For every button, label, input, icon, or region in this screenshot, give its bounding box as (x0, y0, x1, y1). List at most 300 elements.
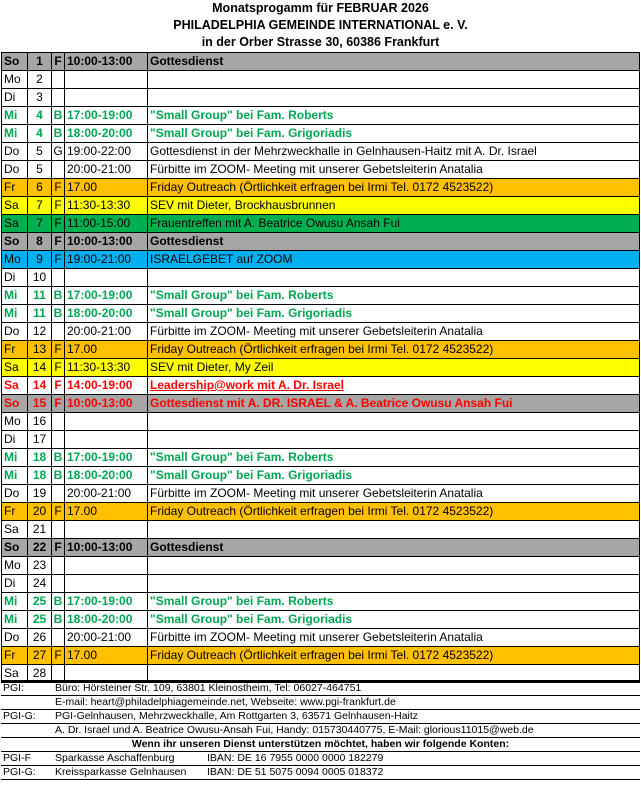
row-time (65, 539, 148, 557)
row-event (148, 53, 640, 71)
row-event-text: Friday Outreach (Örtlichkeit erfragen bei Irmi Tel. 0172 4523522) (150, 342, 494, 356)
calendar-row (2, 323, 640, 341)
row-day (2, 89, 28, 107)
row-time-text: 11:00-15:00 (67, 216, 131, 230)
row-date-text: 9 (36, 252, 43, 266)
row-time (65, 125, 148, 143)
calendar-row (2, 89, 640, 107)
footer-pgi-email: E-mail: heart@philadelphiagemeinde.net, Webseite: www.pgi-frankfurt.de (55, 696, 396, 708)
row-time-text: 19:00-21:00 (67, 252, 132, 266)
calendar-row (2, 233, 640, 251)
row-day (2, 269, 28, 287)
row-day (2, 485, 28, 503)
row-date (28, 179, 52, 197)
footer-bank-pgif-iban: IBAN: DE 16 7955 0000 0000 182279 (207, 752, 384, 764)
row-time-text: 10:00-13:00 (67, 54, 133, 68)
row-time (65, 467, 148, 485)
row-event-text: Gottesdienst in der Mehrzweckhalle in Gelnhausen-Haitz mit A. Dr. Israel (150, 144, 537, 158)
calendar-row (2, 53, 640, 71)
calendar-row (2, 575, 640, 593)
row-event (148, 503, 640, 521)
row-day (2, 251, 28, 269)
row-time (65, 215, 148, 233)
row-date-text: 4 (36, 108, 43, 122)
row-event-text: Fürbitte im ZOOM- Meeting mit unserer Gebetsleiterin Anatalia (150, 630, 483, 644)
row-event-text: Gottesdienst (150, 54, 224, 68)
calendar-row (2, 215, 640, 233)
row-time-text: 20:00-21:00 (67, 486, 132, 500)
row-event-text: SEV mit Dieter, My Zeil (150, 360, 274, 374)
footer-pgig (1, 710, 640, 724)
row-location-code-text: B (53, 612, 63, 626)
row-event (148, 323, 640, 341)
row-date (28, 287, 52, 305)
row-date (28, 125, 52, 143)
row-time (65, 521, 148, 539)
row-event-text: Gottesdienst (150, 234, 224, 248)
row-time (65, 251, 148, 269)
row-time (65, 107, 148, 125)
row-day (2, 629, 28, 647)
row-event-text: Friday Outreach (Örtlichkeit erfragen bei Irmi Tel. 0172 4523522) (150, 648, 494, 662)
row-day (2, 53, 28, 71)
row-date-text: 4 (36, 126, 43, 140)
row-day-text: Di (4, 576, 16, 590)
row-location-code (52, 521, 65, 539)
row-date (28, 413, 52, 431)
row-time (65, 269, 148, 287)
row-day-text: Mo (4, 414, 21, 428)
row-event-text: "Small Group" bei Fam. Grigoriadis (150, 306, 353, 320)
row-location-code (52, 413, 65, 431)
header-org: PHILADELPHIA GEMEINDE INTERNATIONAL e. V. (173, 18, 468, 32)
row-time (65, 629, 148, 647)
row-time (65, 179, 148, 197)
row-day (2, 233, 28, 251)
row-date-text: 21 (32, 522, 47, 536)
row-day (2, 431, 28, 449)
row-date (28, 593, 52, 611)
header-address: in der Orber Strasse 30, 60386 Frankfurt (201, 35, 440, 49)
row-time (65, 323, 148, 341)
row-date-text: 20 (32, 504, 47, 518)
row-location-code-text: F (54, 198, 62, 212)
row-date (28, 197, 52, 215)
row-location-code-text: F (54, 396, 62, 410)
row-date (28, 611, 52, 629)
row-location-code (52, 503, 65, 521)
row-day-text: Mi (4, 306, 18, 320)
calendar-row (2, 557, 640, 575)
row-day-text: Mo (4, 72, 21, 86)
row-location-code (52, 251, 65, 269)
row-day (2, 125, 28, 143)
row-location-code-text: F (54, 216, 62, 230)
calendar-row (2, 503, 640, 521)
row-day-text: Mi (4, 594, 18, 608)
row-day-text: Sa (4, 216, 19, 230)
row-location-code (52, 161, 65, 179)
row-location-code (52, 323, 65, 341)
row-day-text: So (4, 54, 20, 68)
row-time-text: 10:00-13:00 (67, 234, 133, 248)
row-event-text: "Small Group" bei Fam. Roberts (150, 288, 334, 302)
row-date (28, 539, 52, 557)
header-title: Monatsprogamm für FEBRUAR 2026 (212, 1, 429, 15)
calendar-row (2, 305, 640, 323)
row-date (28, 305, 52, 323)
row-date-text: 6 (36, 180, 43, 194)
footer-pgi-label: PGI: (3, 682, 25, 694)
row-event (148, 215, 640, 233)
row-location-code (52, 629, 65, 647)
row-location-code-text: B (53, 468, 63, 482)
row-event-text: Fürbitte im ZOOM- Meeting mit unserer Gebetsleiterin Anatalia (150, 486, 483, 500)
row-date-text: 11 (33, 306, 46, 320)
footer-pgi-office: Büro: Hörsteiner Str. 109, 63801 Kleinostheim, Tel: 06027-464751 (55, 682, 362, 694)
row-time-text: 11:30-13:30 (67, 198, 131, 212)
row-time-text: 17:00-19:00 (67, 288, 133, 302)
row-day-text: Fr (4, 180, 16, 194)
row-date (28, 143, 52, 161)
row-location-code-text: F (54, 342, 62, 356)
calendar-row (2, 161, 640, 179)
row-day (2, 413, 28, 431)
calendar-row (2, 341, 640, 359)
row-time (65, 431, 148, 449)
row-date-text: 7 (36, 198, 43, 212)
row-event-text: Gottesdienst mit A. DR. ISRAEL & A. Beatrice Owusu Ansah Fui (150, 396, 513, 410)
row-event (148, 629, 640, 647)
row-date-text: 19 (32, 486, 47, 500)
row-event (148, 647, 640, 665)
row-location-code-text: F (54, 54, 62, 68)
calendar-row (2, 269, 640, 287)
footer-support (1, 738, 640, 752)
row-date (28, 53, 52, 71)
row-event-text: Leadership@work mit A. Dr. Israel (150, 378, 344, 392)
row-event (148, 197, 640, 215)
row-time (65, 305, 148, 323)
calendar-row (2, 431, 640, 449)
row-time (65, 143, 148, 161)
row-day-text: Mi (4, 612, 18, 626)
row-time (65, 233, 148, 251)
calendar-row (2, 143, 640, 161)
row-time-text: 11:30-13:30 (67, 360, 131, 374)
footer-bank-pgif-label: PGI-F (3, 752, 31, 764)
row-time-text: 17.00 (67, 648, 98, 662)
row-event-text: Fürbitte im ZOOM- Meeting mit unserer Gebetsleiterin Anatalia (150, 324, 483, 338)
calendar-row (2, 359, 640, 377)
row-date (28, 359, 52, 377)
row-event (148, 377, 640, 395)
row-time-text: 18:00-20:00 (67, 126, 133, 140)
footer-pgig-contact (1, 724, 640, 738)
row-date (28, 215, 52, 233)
row-day (2, 503, 28, 521)
row-date-text: 8 (36, 234, 43, 248)
row-event (148, 539, 640, 557)
row-day (2, 449, 28, 467)
row-time-text: 10:00-13:00 (67, 396, 133, 410)
row-day-text: Mi (4, 288, 18, 302)
row-time-text: 18:00-20:00 (67, 468, 133, 482)
row-day-text: Fr (4, 342, 16, 356)
row-date-text: 10 (32, 270, 47, 284)
row-date-text: 18 (32, 468, 47, 482)
row-date (28, 323, 52, 341)
row-date-text: 25 (32, 594, 47, 608)
row-location-code (52, 125, 65, 143)
row-time-text: 20:00-21:00 (67, 630, 132, 644)
row-time-text: 14:00-19:00 (67, 378, 133, 392)
row-event (148, 143, 640, 161)
row-location-code-text: B (53, 594, 63, 608)
row-day-text: Do (4, 486, 20, 500)
calendar-row (2, 251, 640, 269)
row-date (28, 557, 52, 575)
row-date (28, 269, 52, 287)
row-day (2, 557, 28, 575)
calendar-row (2, 179, 640, 197)
row-day-text: Sa (4, 198, 19, 212)
row-time (65, 341, 148, 359)
row-time-text: 18:00-20:00 (67, 612, 133, 626)
calendar-table (1, 52, 640, 683)
row-day-text: So (4, 234, 20, 248)
row-location-code (52, 287, 65, 305)
row-event-text: ISRAELGEBET auf ZOOM (150, 252, 293, 266)
row-event (148, 521, 640, 539)
row-date (28, 251, 52, 269)
row-event (148, 107, 640, 125)
footer-pgig-persons: A. Dr. Israel und A. Beatrice Owusu-Ansah Fui, Handy: 015730440775, E-Mail: glorious11015@web.de (55, 724, 534, 736)
calendar-row (2, 539, 640, 557)
row-time-text: 17:00-19:00 (67, 594, 133, 608)
row-event-text: "Small Group" bei Fam. Roberts (150, 108, 334, 122)
row-location-code (52, 647, 65, 665)
row-location-code-text: F (54, 504, 62, 518)
row-event (148, 161, 640, 179)
row-date-text: 5 (36, 144, 43, 158)
row-time (65, 161, 148, 179)
row-date (28, 467, 52, 485)
row-location-code (52, 215, 65, 233)
calendar-row (2, 107, 640, 125)
row-day (2, 539, 28, 557)
row-event-text: Friday Outreach (Örtlichkeit erfragen bei Irmi Tel. 0172 4523522) (150, 504, 494, 518)
row-location-code-text: B (53, 306, 63, 320)
row-location-code (52, 179, 65, 197)
row-event-text: "Small Group" bei Fam. Roberts (150, 594, 334, 608)
row-date (28, 575, 52, 593)
row-time (65, 377, 148, 395)
row-date-text: 12 (32, 324, 47, 338)
calendar-row (2, 71, 640, 89)
row-day-text: Sa (4, 666, 19, 680)
row-location-code (52, 269, 65, 287)
calendar-row (2, 647, 640, 665)
row-day (2, 179, 28, 197)
row-time-text: 17:00-19:00 (67, 450, 133, 464)
row-day (2, 215, 28, 233)
row-day-text: Di (4, 432, 16, 446)
row-location-code (52, 575, 65, 593)
calendar-row (2, 521, 640, 539)
row-time (65, 557, 148, 575)
row-date (28, 71, 52, 89)
calendar-row (2, 611, 640, 629)
row-day-text: Do (4, 162, 20, 176)
footer-support-text: Wenn ihr unseren Dienst unterstützen möchtet, haben wir folgende Konten: (131, 738, 510, 750)
row-event-text: Frauentreffen mit A. Beatrice Owusu Ansah Fui (150, 216, 400, 230)
row-day-text: Mi (4, 450, 18, 464)
row-time (65, 395, 148, 413)
row-location-code (52, 539, 65, 557)
row-day (2, 521, 28, 539)
row-time (65, 647, 148, 665)
row-date (28, 395, 52, 413)
row-event (148, 395, 640, 413)
row-time-text: 19:00-22:00 (67, 144, 132, 158)
row-time (65, 413, 148, 431)
row-location-code (52, 557, 65, 575)
row-day (2, 467, 28, 485)
row-date-text: 25 (32, 612, 47, 626)
row-time (65, 575, 148, 593)
row-event (148, 431, 640, 449)
row-time (65, 89, 148, 107)
footer-pgig-label: PGI-G: (3, 710, 36, 722)
row-event (148, 233, 640, 251)
row-date (28, 89, 52, 107)
row-event (148, 557, 640, 575)
row-event (148, 89, 640, 107)
row-date (28, 107, 52, 125)
row-location-code (52, 377, 65, 395)
row-date-text: 15 (32, 396, 47, 410)
row-time (65, 53, 148, 71)
row-event (148, 593, 640, 611)
row-event (148, 575, 640, 593)
row-location-code-text: B (53, 288, 63, 302)
row-day-text: Mo (4, 252, 21, 266)
row-day-text: Do (4, 324, 20, 338)
row-day-text: Fr (4, 648, 16, 662)
calendar-row (2, 413, 640, 431)
row-event (148, 179, 640, 197)
footer (1, 680, 640, 780)
row-day-text: Sa (4, 360, 19, 374)
row-date-text: 24 (32, 576, 47, 590)
row-location-code-text: F (54, 648, 62, 662)
calendar-row (2, 593, 640, 611)
row-date (28, 161, 52, 179)
row-day (2, 323, 28, 341)
row-day-text: Di (4, 90, 16, 104)
row-location-code (52, 305, 65, 323)
row-day (2, 305, 28, 323)
row-location-code (52, 107, 65, 125)
row-date-text: 18 (32, 450, 47, 464)
footer-pgi-contact (1, 696, 640, 710)
row-location-code (52, 431, 65, 449)
footer-bank-pgif (1, 752, 640, 766)
calendar-row (2, 395, 640, 413)
footer-pgi (1, 682, 640, 696)
calendar-row (2, 485, 640, 503)
row-date (28, 503, 52, 521)
row-time (65, 287, 148, 305)
row-day-text: So (4, 540, 20, 554)
row-day (2, 197, 28, 215)
footer-bank-pgig-name: Kreissparkasse Gelnhausen (55, 766, 187, 778)
row-time (65, 593, 148, 611)
row-time (65, 485, 148, 503)
row-event (148, 287, 640, 305)
row-location-code (52, 359, 65, 377)
calendar-row (2, 377, 640, 395)
row-location-code (52, 593, 65, 611)
row-date-text: 14 (32, 360, 47, 374)
row-day-text: Do (4, 144, 20, 158)
row-day (2, 107, 28, 125)
row-date-text: 14 (32, 378, 47, 392)
row-location-code-text: F (54, 378, 62, 392)
row-event (148, 71, 640, 89)
row-location-code-text: B (53, 126, 63, 140)
row-event (148, 449, 640, 467)
row-day (2, 611, 28, 629)
row-date (28, 341, 52, 359)
row-day (2, 71, 28, 89)
row-location-code (52, 611, 65, 629)
row-event (148, 305, 640, 323)
row-location-code-text: F (54, 360, 62, 374)
row-time-text: 20:00-21:00 (67, 324, 132, 338)
row-location-code-text: B (53, 108, 63, 122)
row-event-text: "Small Group" bei Fam. Roberts (150, 450, 334, 464)
row-date-text: 5 (36, 162, 43, 176)
row-day (2, 287, 28, 305)
row-day (2, 161, 28, 179)
row-time (65, 611, 148, 629)
row-time (65, 503, 148, 521)
footer-bank-pgig (1, 766, 640, 779)
row-day (2, 575, 28, 593)
row-day-text: Sa (4, 522, 19, 536)
row-location-code (52, 449, 65, 467)
row-event-text: SEV mit Dieter, Brockhausbrunnen (150, 198, 336, 212)
row-location-code (52, 143, 65, 161)
row-date-text: 7 (36, 216, 43, 230)
row-date (28, 449, 52, 467)
row-event (148, 467, 640, 485)
row-event (148, 341, 640, 359)
row-location-code (52, 485, 65, 503)
row-day-text: Mi (4, 126, 18, 140)
row-date (28, 521, 52, 539)
row-event (148, 413, 640, 431)
calendar-row (2, 125, 640, 143)
row-day (2, 647, 28, 665)
row-date-text: 27 (32, 648, 47, 662)
row-event (148, 269, 640, 287)
row-event-text: Friday Outreach (Örtlichkeit erfragen bei Irmi Tel. 0172 4523522) (150, 180, 494, 194)
row-day (2, 395, 28, 413)
row-date-text: 16 (32, 414, 47, 428)
